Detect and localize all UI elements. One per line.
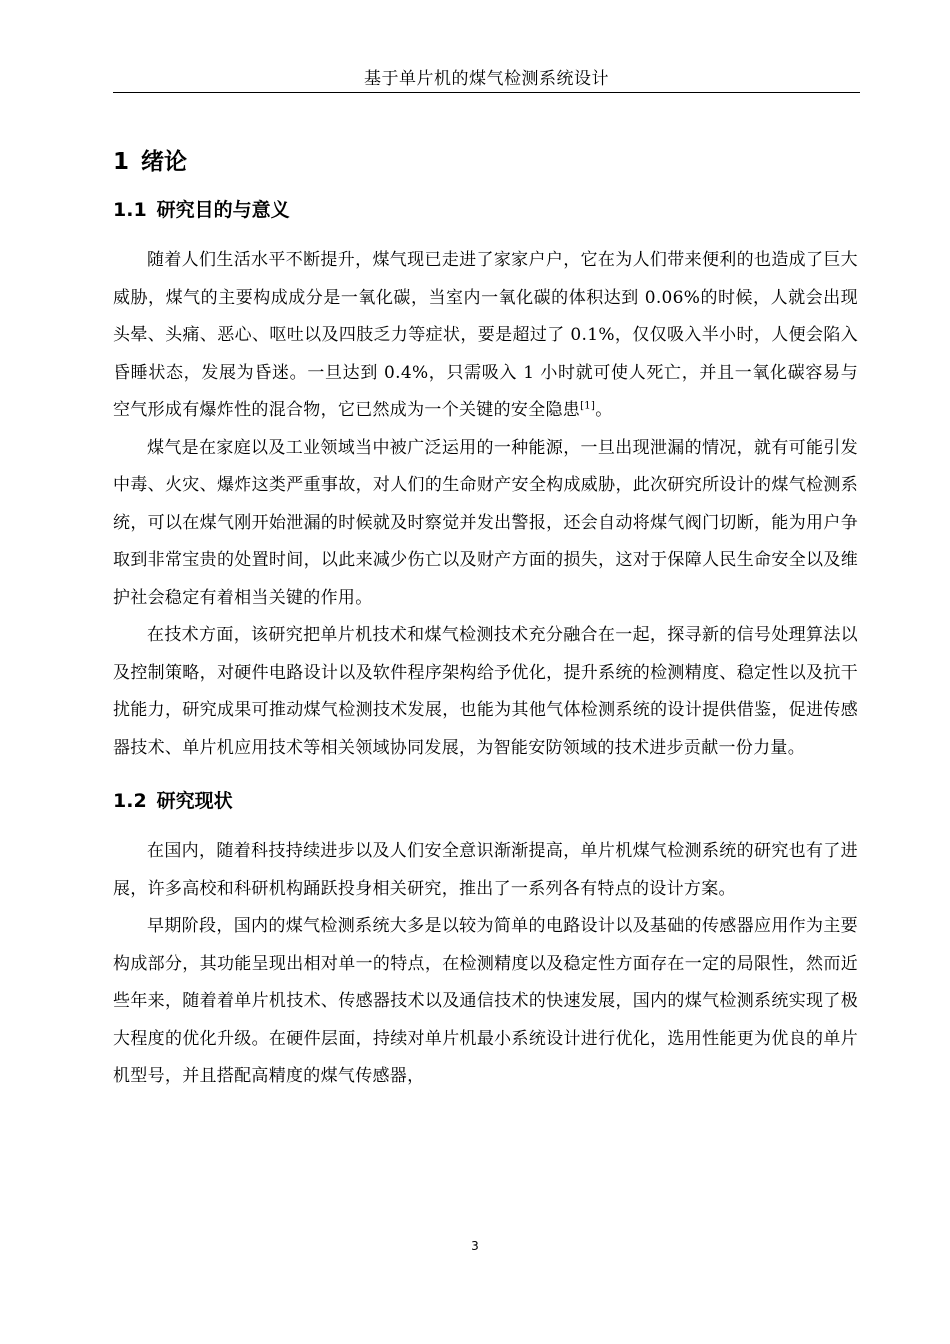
body-paragraph: 煤气是在家庭以及工业领域当中被广泛运用的一种能源，一旦出现泄漏的情况，就有可能引发中毒、火灾、爆炸这类严重事故，对人们的生命财产安全构成威胁，此次研究所设计的煤气检测系统，可以在煤气刚开始泄漏的时候就及时察觉并发出警报，还会自动将煤气阀门切断，能为用户争取到非常宝贵的处置时间，以此来减少伤亡以及财产方面的损失，这对于保障人民生命安全以及维护社会稳定有着相当关键的作用。 (113, 437, 858, 608)
chapter-number: 1 (113, 149, 130, 175)
body-paragraph: 在技术方面，该研究把单片机技术和煤气检测技术充分融合在一起，探寻新的信号处理算法以及控制策略，对硬件电路设计以及软件程序架构给予优化，提升系统的检测精度、稳定性以及抗干扰能力，研究成果可推动煤气检测技术发展，也能为其他气体检测系统的设计提供借鉴，促进传感器技术、单片机应用技术等相关领域协同发展，为智能安防领域的技术进步贡献一份力量。 (113, 625, 858, 758)
paragraph-text: 随着人们生活水平不断提升，煤气现已走进了家家户户，它在为人们带来便利的也造成了巨大威胁，煤气的主要构成成分是一氧化碳，当室内一氧化碳的体积达到 0.06%的时候，人就会出现头晕、头痛、恶心、呕吐以及四肢乏力等症状，要是超过了 0.1%，仅仅吸入半小时，人便会陷入昏睡状态，发展为昏迷。一旦达到 0.4%，只需吸入 1 小时就可使人死亡，并且一氧化碳容易与空气形成有爆炸性的混合物，它已然成为一个关键的安全隐患 (113, 250, 858, 420)
body-paragraph: 早期阶段，国内的煤气检测系统大多是以较为简单的电路设计以及基础的传感器应用作为主要构成部分，其功能呈现出相对单一的特点，在检测精度以及稳定性方面存在一定的局限性，然而近些年来，随着着单片机技术、传感器技术以及通信技术的快速发展，国内的煤气检测系统实现了极大程度的优化升级。在硬件层面，持续对单片机最小系统设计进行优化，选用性能更为优良的单片机型号，并且搭配高精度的煤气传感器， (113, 916, 858, 1086)
body-paragraph: 在国内，随着科技持续进步以及人们安全意识渐渐提高，单片机煤气检测系统的研究也有了进展，许多高校和科研机构踊跃投身相关研究，推出了一系列各有特点的设计方案。 (113, 841, 858, 899)
body-paragraph (113, 242, 858, 430)
page-number: 3 (471, 1239, 479, 1253)
section-number: 1.1 (113, 199, 147, 221)
section-heading (113, 190, 858, 230)
running-header: 基于单片机的煤气检测系统设计 (364, 69, 609, 89)
citation-marker: [1] (580, 400, 596, 412)
header-rule (113, 92, 860, 93)
section-title: 研究现状 (156, 790, 233, 812)
section-number: 1.2 (113, 790, 147, 812)
chapter-title: 绪论 (141, 149, 188, 175)
section-title: 研究目的与意义 (156, 199, 290, 221)
section-heading (113, 781, 858, 821)
paragraph-text-tail: 。 (595, 400, 613, 420)
page-content (113, 140, 858, 1096)
chapter-heading (113, 140, 858, 184)
